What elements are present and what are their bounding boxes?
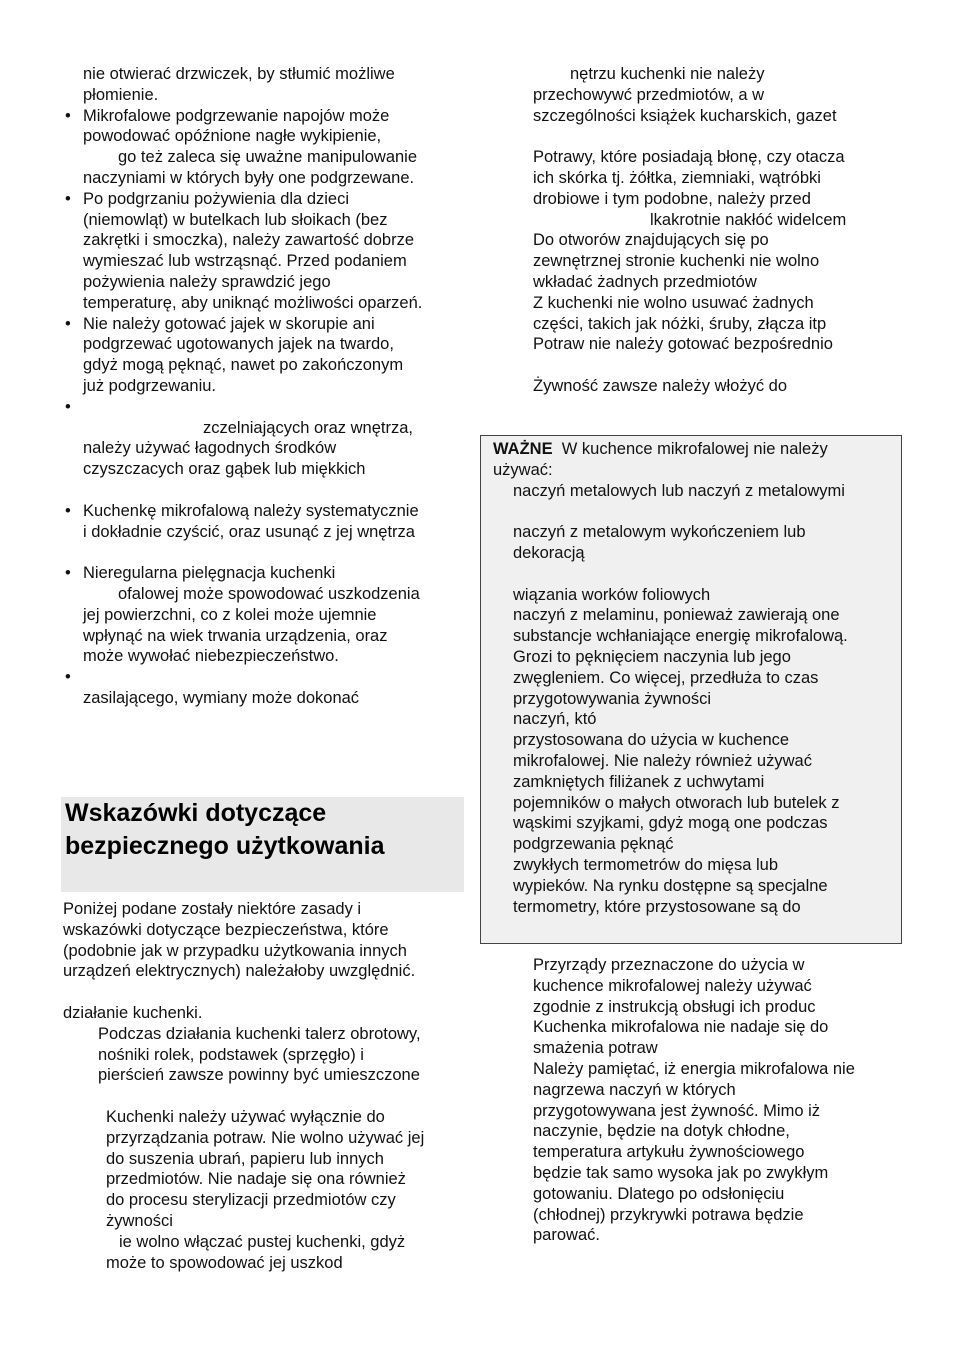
text-line: Kuchenka mikrofalowa nie nadaje się do	[533, 1018, 829, 1037]
text-line: i dokładnie czyścić, oraz usunąć z jej wnętrza	[83, 522, 415, 541]
text-line: lkakrotnie nakłóć widelcem	[650, 210, 847, 229]
intro-line: wskazówki dotyczące bezpieczeństwa, które	[63, 920, 389, 939]
text-line: już podgrzewaniu.	[83, 376, 216, 395]
text-line: naczyń, któ	[513, 710, 597, 729]
text-line: podgrzewania pęknąć	[513, 835, 674, 854]
text-line: ie wolno włączać pustej kuchenki, gdyż	[119, 1232, 406, 1251]
warning-label: WAŻNE	[493, 440, 553, 458]
text-line: nętrzu kuchenki nie należy	[570, 65, 765, 83]
text-line: nagrzewa naczyń w których	[533, 1080, 736, 1099]
text-line: (chłodnej) przykrywki potrawa będzie	[533, 1205, 804, 1224]
text-line: zczelniających oraz wnętrza,	[203, 418, 414, 437]
text-line: jej powierzchni, co z kolei może ujemnie	[83, 605, 377, 624]
text-line: przyrządzania potraw. Nie wolno używać jej	[106, 1128, 425, 1147]
text-line: nie otwierać drzwiczek, by stłumić możliwe	[83, 65, 395, 83]
text-line: zamkniętych filiżanek z uchwytami	[513, 772, 765, 791]
text-line: szczególności książek kucharskich, gazet	[533, 106, 837, 125]
text-line: kuchence mikrofalowej należy używać	[533, 976, 812, 995]
text-line: przygotowywania żywności	[513, 689, 712, 708]
text-line: Należy pamiętać, iż energia mikrofalowa nie	[533, 1059, 855, 1078]
text-line: naczyń z melaminu, ponieważ zawierają one	[513, 606, 840, 625]
text-line: pożywienia należy sprawdzić jego	[83, 272, 331, 291]
section-heading	[61, 797, 464, 892]
text-line: może wywołać niebezpieczeństwo.	[83, 647, 339, 666]
blank-line	[63, 480, 463, 501]
bullet-item: • Kuchenkę mikrofalową należy systematycznie	[63, 501, 463, 522]
text-line: gotowaniu. Dlatego po odsłonięciu	[533, 1184, 785, 1203]
heading-line-2: bezpiecznego użytkowania	[65, 832, 385, 860]
text-line: należy używać łagodnych środków	[83, 439, 337, 458]
intro-line: Poniżej podane zostały niektóre zasady i	[63, 900, 362, 918]
text-line: używać:	[493, 460, 553, 479]
text-line: termometry, które przystosowane są do	[513, 897, 801, 916]
text-line: zasilającego, wymiany może dokonać	[83, 688, 360, 707]
text-line: nośniki rolek, podstawek (sprzęgło) i	[98, 1045, 364, 1064]
text-line: przystosowana do użycia w kuchence	[513, 731, 790, 750]
text-line: części, takich jak nóżki, śruby, złącza itp	[533, 314, 827, 333]
intro-line: urządzeń elektrycznych) należałoby uwzględnić.	[63, 962, 416, 981]
text-line: naczynie, będzie na dotyk chłodne,	[533, 1122, 790, 1141]
text-line: Grozi to pęknięciem naczynia lub jego	[513, 647, 791, 666]
text-line: pierścień zawsze powinny być umieszczone	[98, 1066, 420, 1085]
blank-line	[493, 564, 889, 585]
text-line: Żywność zawsze należy włożyć do	[533, 376, 788, 395]
text-line: parować.	[533, 1226, 600, 1245]
bullet-item: • Po podgrzaniu pożywienia dla dzieci	[63, 189, 463, 210]
text-line: podgrzewać ugotowanych jajek na twardo,	[83, 335, 394, 354]
operation-section	[63, 1003, 463, 1273]
warning-first-line	[493, 439, 889, 460]
heading-line-1: Wskazówki dotyczące	[65, 799, 327, 827]
left-column	[63, 64, 463, 709]
text-line: może to spowodować jej uszkod	[106, 1253, 343, 1272]
text-line: substancje wchłaniające energię mikrofalową.	[513, 627, 848, 646]
warning-box	[480, 435, 902, 944]
text-line: drobiowe i tym podobne, należy przed	[533, 189, 811, 208]
text-line: wypieków. Na rynku dostępne są specjalne	[513, 876, 828, 895]
text-line: do suszenia ubrań, papieru lub innych	[106, 1149, 384, 1168]
text-line: ich skórka tj. żółtka, ziemniaki, wątróbki	[533, 168, 821, 187]
right-bottom-paragraph	[533, 955, 903, 1246]
text-line: wpłynąć na wiek trwania urządzenia, oraz	[83, 626, 388, 645]
text-line: temperatura artykułu żywnościowego	[533, 1143, 805, 1162]
text-line: naczyniami w których były one podgrzewane.	[83, 168, 415, 187]
text-line: Do otworów znajdujących się po	[533, 231, 769, 250]
text-line: do procesu sterylizacji przedmiotów czy	[106, 1191, 396, 1210]
blank-line	[533, 126, 903, 147]
text-line: zakrętki i smoczka), należy zawartość dobrze	[83, 231, 415, 250]
text-line: żywności	[106, 1211, 173, 1230]
bullet-item: • Nieregularna pielęgnacja kuchenki	[63, 563, 463, 584]
intro-paragraph	[63, 899, 463, 982]
text-line: pojemników o małych otworach lub butelek z	[513, 793, 840, 812]
text-line: ofalowej może spowodować uszkodzenia	[118, 584, 420, 603]
text-line: temperaturę, aby uniknąć możliwości oparzeń.	[83, 293, 423, 312]
text-line: zewnętrznej stronie kuchenki nie wolno	[533, 252, 820, 271]
text-line: go też zaleca się uważne manipulowanie	[118, 148, 418, 167]
bullet-item	[63, 397, 463, 418]
blank-line	[533, 355, 903, 376]
text-line: powodować opóźnione nagłe wykipienie,	[83, 127, 382, 146]
text-line: przechowywć przedmiotów, a w	[533, 85, 765, 104]
text-line: Potrawy, które posiadają błonę, czy otacza	[533, 148, 845, 167]
text-line: przedmiotów. Nie nadaje się ona również	[106, 1170, 406, 1189]
text-line: działanie kuchenki.	[63, 1004, 203, 1022]
blank-line	[493, 501, 889, 522]
blank-line	[63, 542, 463, 563]
text-line: Kuchenki należy używać wyłącznie do	[106, 1107, 385, 1126]
text-line: wymieszać lub wstrząsnąć. Przed podaniem	[83, 252, 407, 271]
bullet-item	[63, 667, 463, 688]
intro-line: (podobnie jak w przypadku użytkowania innych	[63, 941, 407, 960]
text-line: Podczas działania kuchenki talerz obrotowy,	[98, 1024, 421, 1043]
text-line: mikrofalowej. Nie należy również używać	[513, 751, 812, 770]
text-line: przygotowywana jest żywność. Mimo iż	[533, 1101, 821, 1120]
text-line: czyszczacych oraz gąbek lub miękkich	[83, 460, 366, 479]
bullet-item: • Nie należy gotować jajek w skorupie ani	[63, 314, 463, 335]
warning-first-line-text: W kuchence mikrofalowej nie należy	[561, 440, 828, 458]
text-line: wąskimi szyjkami, gdyż mogą one podczas	[513, 814, 828, 833]
text-line: wkładać żadnych przedmiotów	[533, 272, 757, 291]
bullet-item: • Mikrofalowe podgrzewanie napojów może	[63, 106, 463, 127]
text-line: naczyń z metalowym wykończeniem lub	[513, 523, 806, 542]
text-line: płomienie.	[83, 85, 159, 104]
text-line: smażenia potraw	[533, 1039, 658, 1058]
text-line: będzie tak samo wysoka jak po zwykłym	[533, 1163, 829, 1182]
text-line: (niemowląt) w butelkach lub słoikach (bez	[83, 210, 388, 229]
text-line: wiązania worków foliowych	[513, 585, 711, 604]
text-line: zgodnie z instrukcją obsługi ich produc	[533, 997, 816, 1016]
text-line: zwęgleniem. Co więcej, przedłuża to czas	[513, 668, 819, 687]
text-line: Potraw nie należy gotować bezpośrednio	[533, 335, 833, 354]
text-line: zwykłych termometrów do mięsa lub	[513, 855, 778, 874]
text-line: dekoracją	[513, 543, 585, 562]
blank-line	[63, 1086, 463, 1107]
text-line: naczyń metalowych lub naczyń z metalowymi	[513, 481, 845, 500]
right-column	[533, 64, 903, 397]
text-line: Przyrządy przeznaczone do użycia w	[533, 956, 805, 974]
text-line: gdyż mogą pęknąć, nawet po zakończonym	[83, 356, 404, 375]
text-line: Z kuchenki nie wolno usuwać żadnych	[533, 293, 814, 312]
